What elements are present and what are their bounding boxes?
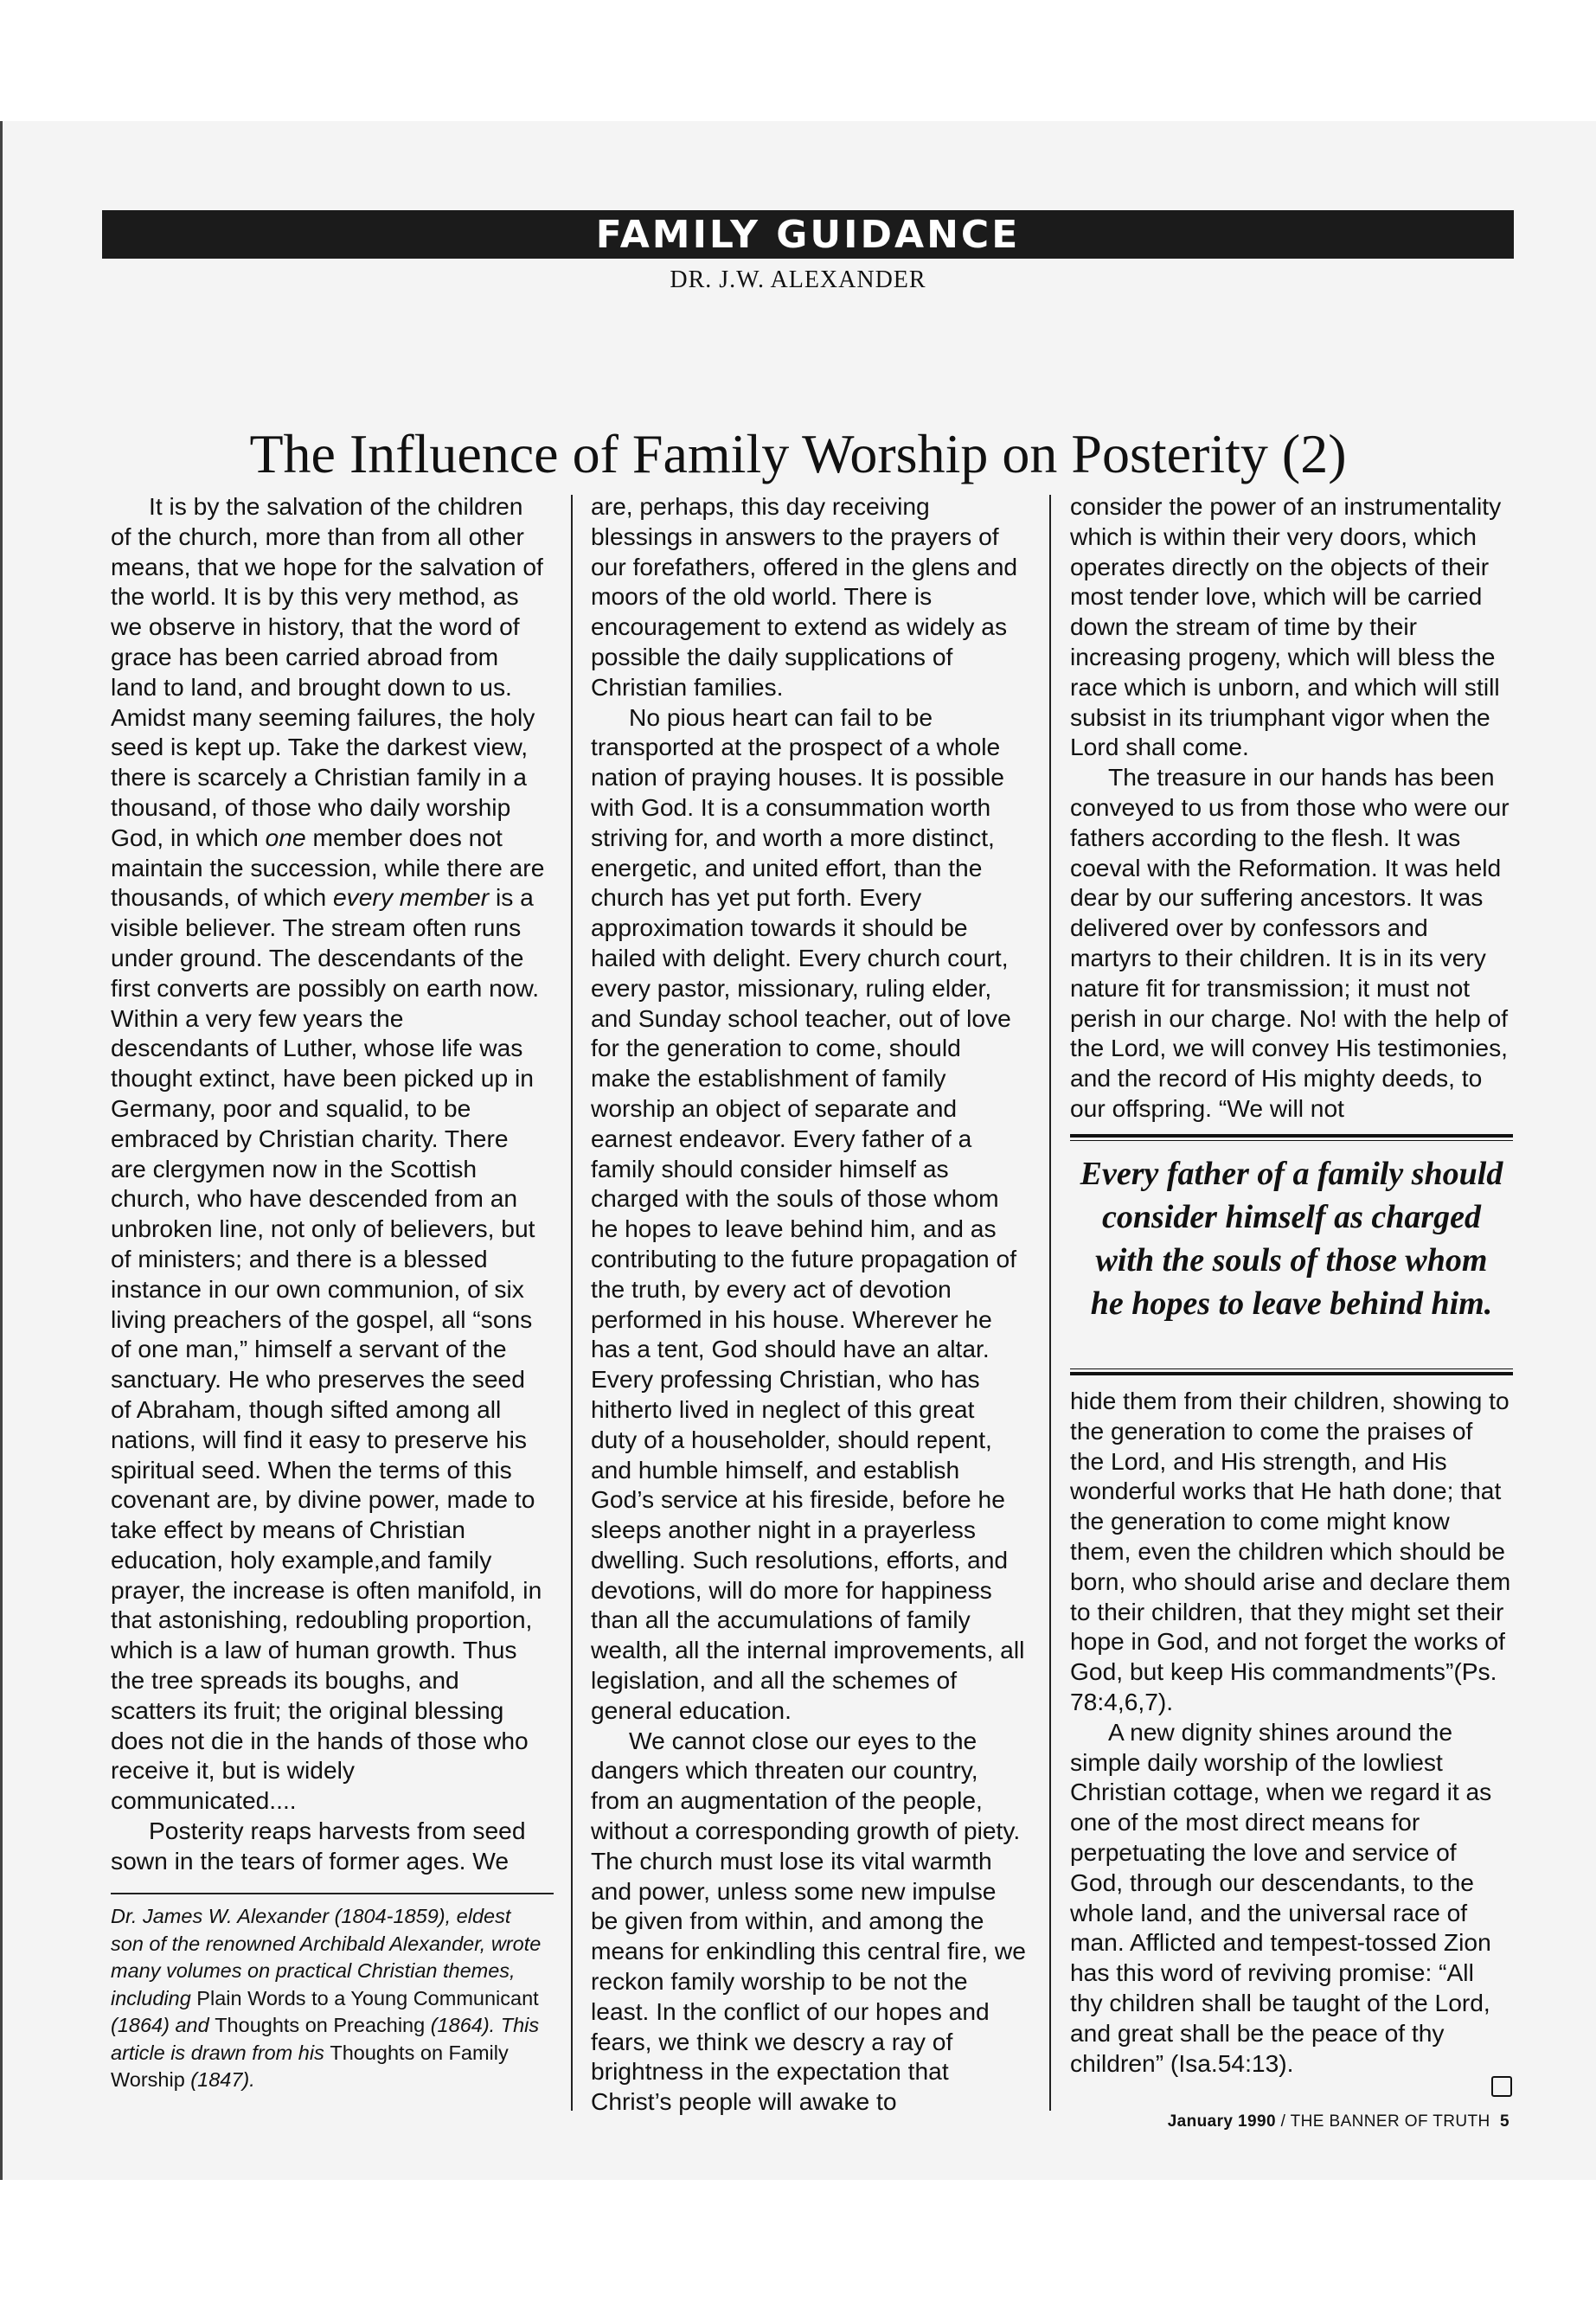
col2-paragraph-1: are, perhaps, this day receiving blessings in answers to the prayers of our forefathers, offered in the glens and moors of the old world. There is encouragement to extend as widely as possible the daily supplications of Christian families. [591, 492, 1018, 701]
col1-paragraph-2: Posterity reaps harvests from seed sown in the tears of former ages. We [111, 1817, 526, 1875]
column-1 [111, 491, 547, 1876]
column-2 [591, 491, 1027, 2117]
col3-paragraph-4: A new dignity shines around the simple daily worship of the lowliest Christian cottage, when we regard it as one of the most direct means for perpetuating the love and service of God, through our descendants, to the whole land, and the universal race of man. Afflicted and tempest-tossed Zion has this word of reviving promise: “All thy children shall be taught of the Lord, and great shall be the peace of thy children” (Isa.54:13). [1070, 1717, 1492, 2077]
pull-quote-bottom-rule-thin [1070, 1368, 1513, 1369]
col2-paragraph-2: No pious heart can fail to be transported at the prospect of a whole nation of praying houses. It is possible with God. It is a consummation worth striving for, and worth a more distinct, energetic, and united effort, than the church has yet put forth. Every approximation towards it should be hailed with delight. Every church court, every pastor, missionary, ruling elder, and Sunday school teacher, out of love for the generation to come, should make the establishment of family worship an object of separate and earnest endeavor. Every father of a family should consider himself as charged with the souls of those whom he hopes to leave behind him, and as contributing to the future propagation of the truth, by every act of devotion performed in his house. Wherever he has a tent, God should have an altar. Every professing Christian, who has hitherto lived in neglect of this great duty of a householder, should repent, and humble himself, and establish God’s service at his fireside, before he sleeps another night in a prayerless dwelling. Such resolutions, efforts, and devotions, will do more for happiness than all the accumulations of family wealth, all the internal improvements, all legislation, and all the schemes of general education. [591, 702, 1025, 1724]
footer-publication: / THE BANNER OF TRUTH [1275, 2112, 1490, 2131]
author-byline: DR. J.W. ALEXANDER [670, 266, 926, 293]
pull-quote: Every father of a family should consider himself as charged with the souls of those whom he hopes to leave behind him. [1080, 1156, 1503, 1322]
col1-paragraph-1: It is by the salvation of the children of the church, more than from all other means, that we hope for the salvation of the world. It is by this very method, as we observe in history, that the word of grace has been carried abroad from land to land, and brought down to us. Amidst many seeming failures, the holy seed is kept up. Take the darkest view, there is scarcely a Christian family in a thousand, of those who daily worship God, in which one member does not maintain the succession, while there are thousands, of which every member is a visible believer. The stream often runs under ground. The descendants of the first converts are possibly on earth now. Within a very few years the descendants of Luther, whose life was thought extinct, have been picked up in Germany, poor and squalid, to be embraced by Christian charity. There are clergymen now in the Scottish church, who have descended from an unbroken line, not only of believers, but of ministers; and there is a blessed instance in our own communion, of six living preachers of the gospel, all “sons of one man,” himself a servant of the sanctuary. He who preserves the seed of Abraham, though sifted among all nations, will find it easy to preserve his spiritual seed. When the terms of this covenant are, by divine power, made to take effect by means of Christian education, holy example,and family prayer, the increase is often manifold, in that astonishing, redoubling proportion, which is a law of human growth. Thus the tree spreads its boughs, and scatters its fruit; the original blessing does not die in the hands of those who receive it, but is widely communicated.... [111, 492, 545, 1815]
col3-paragraph-3: hide them from their children, showing to the generation to come the praises of the Lord, and His strength, and His wonderful works that He hath done; that the generation to come might know them, even the children which should be born, who should arise and declare them to their children, that they might set their hope in God, and not forget the works of God, but keep His commandments”(Ps. 78:4,6,7). [1070, 1387, 1511, 1715]
column-3-top [1070, 491, 1513, 1124]
page-footer [865, 2112, 1509, 2131]
column-divider-2 [1049, 495, 1051, 2111]
col3-paragraph-1: consider the power of an instrumentality which is within their very doors, which operates directly on the objects of their most tender love, which will be carried down the stream of time by their increasing progeny, which will bless the race which is unborn, and which will still subsist in its triumphant vigor when the Lord shall come. [1070, 492, 1502, 761]
pull-quote-top-rule [1070, 1134, 1513, 1138]
pull-quote-top-rule-thin [1070, 1140, 1513, 1141]
footnote-rule [111, 1893, 554, 1894]
section-banner [102, 210, 1514, 259]
pull-quote-bottom-rule [1070, 1372, 1513, 1375]
col3-paragraph-2: The treasure in our hands has been conveyed to us from those who were our fathers according to the flesh. It was coeval with the Reformation. It was held dear by our suffering ancestors. It was delivered over by confessors and martyrs to their children. It is in its very nature fit for transmission; it must not perish in our charge. No! with the help of the Lord, we will convey His testimonies, and the record of His mighty deeds, to our offspring. “We will not [1070, 763, 1509, 1122]
column-3-bottom [1070, 1386, 1513, 2078]
col2-paragraph-3: We cannot close our eyes to the dangers which threaten our country, from an augmentation of the people, without a corresponding growth of piety. The church must lose its vital warmth and power, unless some new impulse be given from within, and among the means for enkindling this central fire, we reckon family worship to be not the least. In the conflict of our hopes and fears, we think we descry a ray of brightness in the expectation that Christ’s people will awake to [591, 1726, 1026, 2116]
footer-date: January 1990 [1167, 2112, 1276, 2131]
section-banner-text: FAMILY GUIDANCE [595, 212, 1021, 257]
page-number: 5 [1500, 2112, 1509, 2131]
author-footnote: Dr. James W. Alexander (1804-1859), eldest son of the renowned Archibald Alexander, wrote many volumes on practical Christian themes, including Plain Words to a Young Communicant (1864) and Thoughts on Preaching (1864). This article is drawn from his Thoughts on Family Worship (1847). [111, 1905, 542, 2091]
end-of-article-mark [1491, 2076, 1512, 2097]
article-title: The Influence of Family Worship on Posterity (2) [249, 423, 1347, 484]
column-divider-1 [571, 495, 573, 2111]
